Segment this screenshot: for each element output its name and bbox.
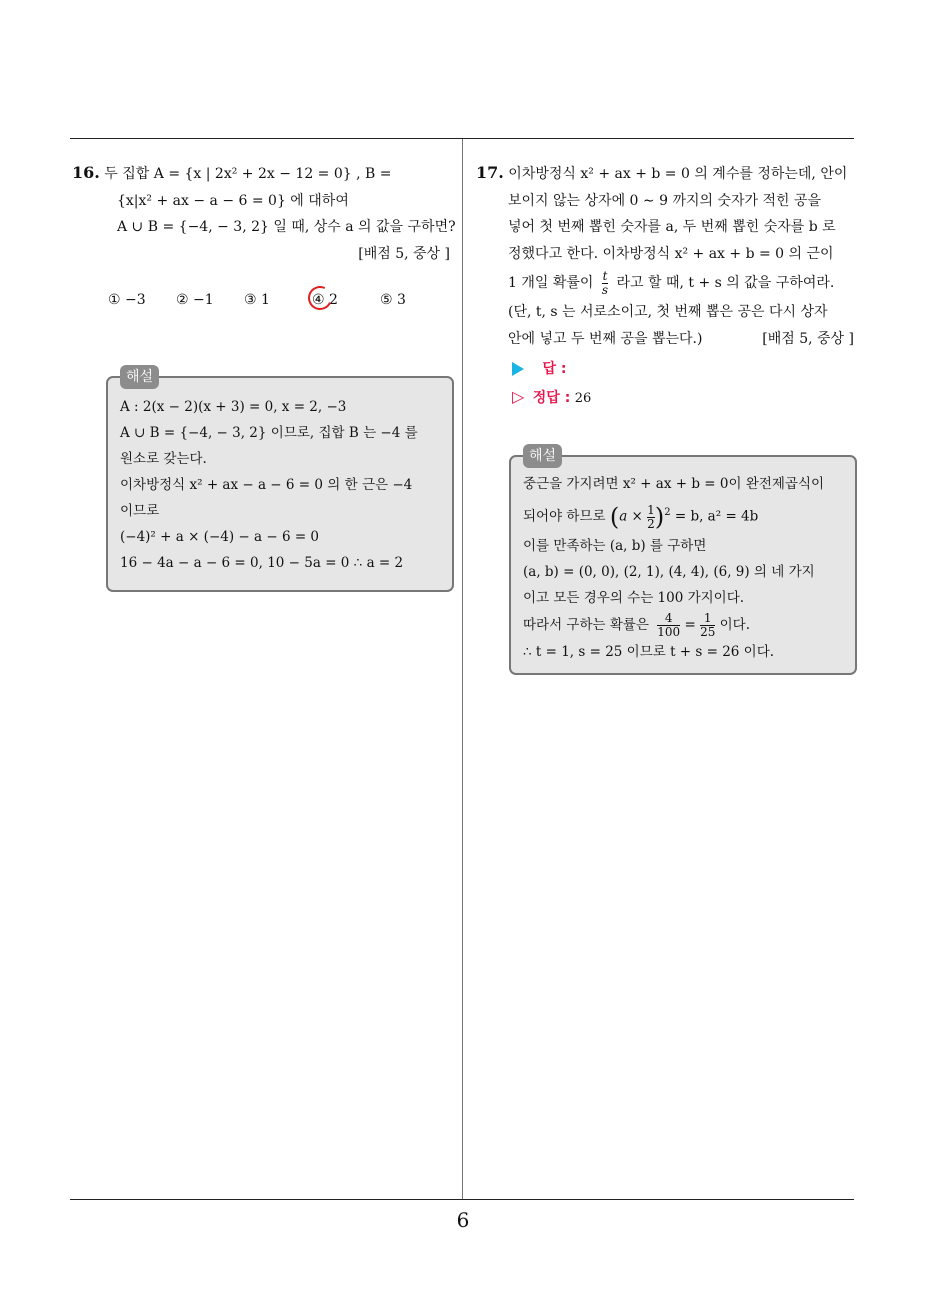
frac2-den: 25 — [700, 625, 716, 639]
footer-rule — [70, 1199, 854, 1200]
q17-fraction — [602, 270, 608, 297]
q16-solution-box — [106, 369, 454, 592]
q17-last-line: 안에 넣고 두 번째 공을 뽑는다.) — [508, 330, 703, 347]
choice-5[interactable]: ⑤ 3 — [380, 292, 406, 308]
column-divider — [462, 139, 463, 1200]
q17-number: 17. — [476, 163, 504, 182]
q17-sol-line-4: (a, b) = (0, 0), (2, 1), (4, 4), (6, 9) 의 네 가지 — [523, 564, 815, 580]
q16-sol-line-7: 16 − 4a − a − 6 = 0, 10 − 5a = 0 ∴ a = 2 — [120, 555, 404, 571]
q17-sol-line-2 — [523, 497, 845, 533]
q17-sol-line-5: 이고 모든 경우의 수는 100 가지이다. — [523, 590, 745, 606]
q17-solution-box — [509, 448, 857, 675]
q17-answer-row — [476, 354, 860, 384]
q17-line-2: 보이지 않는 상자에 0 ∼ 9 까지의 숫자가 적힌 공을 — [508, 192, 822, 209]
equals-sign: = — [684, 617, 696, 633]
correct-label: 정답 : — [532, 390, 571, 406]
q16-sol-line-6: (−4)² + a × (−4) − a − 6 = 0 — [120, 529, 320, 545]
choice-4-selected[interactable] — [312, 287, 380, 314]
q17-sol-line-1: 중근을 가지려면 x² + ax + b = 0이 완전제곱식이 — [523, 476, 825, 492]
choice-3[interactable]: ③ 1 — [244, 292, 270, 308]
q16-sol-line-2: A ∪ B = {−4, − 3, 2} 이므로, 집합 B 는 −4 를 — [120, 425, 418, 441]
frac2-num: 1 — [700, 612, 715, 626]
q17-prob-after: 라고 할 때, t + s 의 값을 구하여라. — [616, 275, 835, 291]
right-paren: ) — [654, 503, 665, 531]
answer-label: 답 : — [542, 361, 567, 377]
q17-meta: [배점 5, 중상 ] — [762, 330, 854, 347]
q16-text-1: 두 집합 A = {x | 2x² + 2x − 12 = 0} , B = — [104, 166, 392, 182]
q17-sol-half-fraction — [647, 504, 655, 531]
q17-prob-before: 1 개일 확률이 — [508, 275, 594, 291]
q16-line-1 — [72, 160, 456, 188]
half-den: 2 — [647, 516, 655, 531]
question-17 — [476, 160, 860, 414]
q17-sol-line2-after: = b, a² = 4b — [674, 508, 759, 525]
q16-choices — [72, 287, 456, 314]
q16-number: 16. — [72, 163, 100, 182]
q17-sol-line6-before: 따라서 구하는 확률은 — [523, 617, 649, 633]
q17-sol-line-6 — [523, 611, 845, 639]
q16-sol-line-1: A : 2(x − 2)(x + 3) = 0, x = 2, −3 — [120, 399, 347, 415]
frac1-num: 4 — [657, 612, 680, 626]
q17-sol-line-7: ∴ t = 1, s = 25 이므로 t + s = 26 이다. — [523, 644, 775, 660]
q17-line-1 — [476, 160, 860, 188]
choice-4-label: ④ 2 — [312, 292, 338, 308]
q17-text-1: 이차방정식 x² + ax + b = 0 의 계수를 정하는데, 안이 — [508, 166, 848, 182]
q17-correct-row — [476, 382, 860, 414]
page-number: 6 — [456, 1208, 470, 1232]
play-triangle-icon — [512, 362, 524, 376]
q17-frac-den: s — [601, 282, 609, 297]
choice-1[interactable]: ① −3 — [108, 292, 146, 308]
q16-sol-line-3: 원소로 갖는다. — [120, 451, 207, 467]
q17-sol-line-3: 이를 만족하는 (a, b) 를 구하면 — [523, 538, 707, 554]
q17-line-4: 정했다고 한다. 이차방정식 x² + ax + b = 0 의 근이 — [508, 245, 834, 262]
q17-line-7 — [476, 326, 860, 353]
outline-triangle-icon: ▷ — [512, 387, 525, 406]
half-num: 1 — [647, 502, 655, 517]
q16-line-3: A ∪ B = {−4, − 3, 2} 일 때, 상수 a 의 값을 구하면? — [117, 219, 456, 235]
q17-sol-line6-after: 이다. — [719, 617, 751, 633]
q17-line-3: 넣어 첫 번째 뽑힌 숫자를 a, 두 번째 뽑힌 숫자를 b 로 — [508, 219, 836, 235]
choice-2[interactable]: ② −1 — [176, 292, 214, 308]
square-exponent: 2 — [664, 507, 671, 518]
q17-sol-paren-text: a × — [619, 508, 643, 525]
q16-meta: [배점 5, 중상 ] — [358, 245, 450, 262]
q17-line-5 — [476, 267, 860, 299]
frac1-den: 100 — [657, 625, 681, 639]
q16-sol-line-5: 이므로 — [120, 503, 160, 519]
q17-sol-frac-1 — [657, 612, 680, 639]
q17-frac-num: t — [602, 268, 608, 283]
correct-value: 26 — [574, 391, 592, 406]
q16-line-2: {x|x² + ax − a − 6 = 0} 에 대하여 — [117, 192, 349, 209]
question-16 — [72, 160, 456, 314]
q17-line-6: (단, t, s 는 서로소이고, 첫 번째 뽑은 공은 다시 상자 — [508, 304, 828, 320]
q17-sol-frac-2 — [700, 612, 715, 639]
q17-solution-tab: 해설 — [523, 444, 562, 468]
left-paren: ( — [609, 503, 620, 531]
q16-solution-tab: 해설 — [120, 365, 159, 389]
q16-sol-line-4: 이차방정식 x² + ax − a − 6 = 0 의 한 근은 −4 — [120, 477, 413, 493]
q17-sol-line2-before: 되어야 하므로 — [523, 508, 606, 525]
